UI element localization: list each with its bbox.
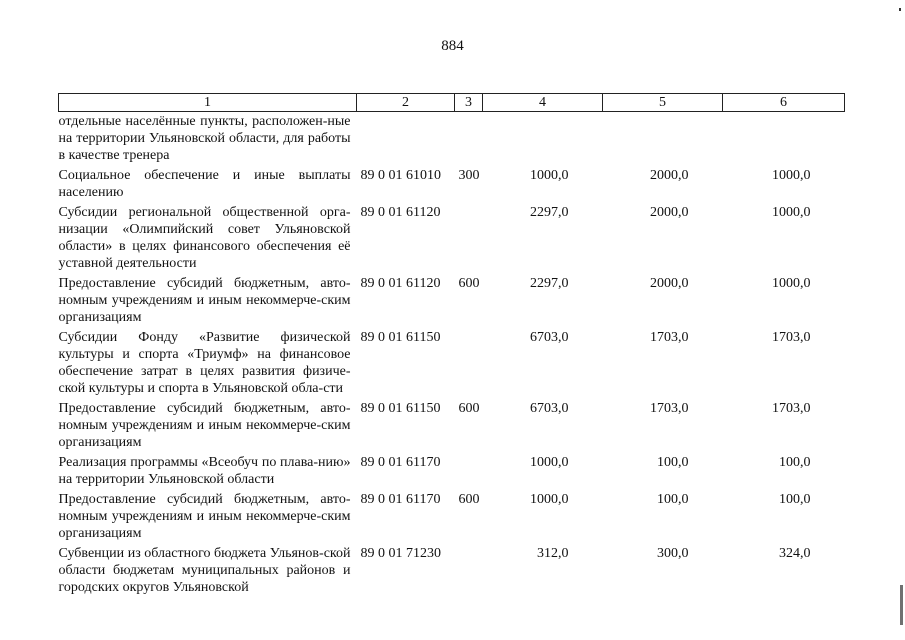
row-value-3: 1703,0 bbox=[772, 330, 811, 345]
row-type: 300 bbox=[458, 168, 480, 183]
row-value-2: 2000,0 bbox=[650, 276, 689, 291]
row-value-3: 1000,0 bbox=[772, 168, 811, 183]
row-value-2 bbox=[603, 112, 723, 166]
scan-artifact bbox=[900, 585, 903, 625]
table-row bbox=[59, 489, 845, 543]
row-name: отдельные населённые пункты, расположен-ные на территории Ульяновской области, для работы в качестве тренера bbox=[58, 114, 351, 163]
table-row bbox=[59, 543, 845, 597]
table-row bbox=[59, 398, 845, 452]
row-value-1: 312,0 bbox=[537, 546, 569, 561]
table-row bbox=[59, 165, 845, 202]
row-value-2: 1703,0 bbox=[650, 401, 689, 416]
row-type bbox=[455, 112, 483, 166]
row-value-1: 2297,0 bbox=[530, 276, 569, 291]
budget-table bbox=[58, 93, 845, 597]
table-row bbox=[59, 112, 845, 166]
row-type: 600 bbox=[458, 276, 480, 291]
row-type bbox=[455, 543, 483, 597]
row-value-1: 6703,0 bbox=[530, 330, 569, 345]
header-col-4: 4 bbox=[483, 94, 603, 112]
row-code: 89 0 01 61120 bbox=[360, 276, 441, 291]
row-name: Субвенции из областного бюджета Ульянов-ской области бюджетам муниципальных районов и городских округов Ульяновской bbox=[58, 546, 351, 595]
row-type bbox=[455, 452, 483, 489]
row-type: 600 bbox=[458, 401, 480, 416]
header-col-1: 1 bbox=[59, 94, 357, 112]
row-code: 89 0 01 71230 bbox=[360, 546, 441, 561]
row-name: Социальное обеспечение и иные выплаты населению bbox=[58, 168, 351, 200]
row-value-1: 1000,0 bbox=[530, 492, 569, 507]
row-type bbox=[455, 327, 483, 398]
row-value-2: 2000,0 bbox=[650, 168, 689, 183]
row-value-2: 1703,0 bbox=[650, 330, 689, 345]
row-value-3: 1703,0 bbox=[772, 401, 811, 416]
row-value-3: 100,0 bbox=[779, 492, 811, 507]
row-name: Предоставление субсидий бюджетным, авто-номным учреждениям и иным некоммерче-ским организациям bbox=[58, 492, 351, 541]
row-type: 600 bbox=[458, 492, 480, 507]
page-number: 884 bbox=[441, 38, 464, 54]
row-code bbox=[357, 112, 455, 166]
row-value-2: 300,0 bbox=[657, 546, 689, 561]
row-value-1: 2297,0 bbox=[530, 205, 569, 220]
row-name: Предоставление субсидий бюджетным, авто-номным учреждениям и иным некоммерче-ским организациям bbox=[58, 276, 351, 325]
table-row bbox=[59, 273, 845, 327]
header-col-6: 6 bbox=[723, 94, 845, 112]
scan-artifact bbox=[899, 8, 901, 11]
row-code: 89 0 01 61150 bbox=[360, 330, 441, 345]
row-code: 89 0 01 61010 bbox=[360, 168, 441, 183]
row-value-3: 324,0 bbox=[779, 546, 811, 561]
header-col-3: 3 bbox=[455, 94, 483, 112]
row-value-3: 1000,0 bbox=[772, 276, 811, 291]
row-value-1 bbox=[483, 112, 603, 166]
table-row bbox=[59, 327, 845, 398]
row-name: Субсидии региональной общественной орга-низации «Олимпийский совет Ульяновской области» в целях финансового обеспечения её уставной деятельности bbox=[58, 205, 351, 271]
table-row bbox=[59, 202, 845, 273]
row-value-1: 6703,0 bbox=[530, 401, 569, 416]
header-col-5: 5 bbox=[603, 94, 723, 112]
row-name: Субсидии Фонду «Развитие физической культуры и спорта «Триумф» на финансовое обеспечение затрат в целях развития физиче-ской культуры и спорта в Ульяновской обла-сти bbox=[58, 330, 351, 396]
row-value-2: 100,0 bbox=[657, 455, 689, 470]
row-code: 89 0 01 61170 bbox=[360, 492, 441, 507]
row-value-3: 1000,0 bbox=[772, 205, 811, 220]
row-name: Предоставление субсидий бюджетным, авто-номным учреждениям и иным некоммерче-ским организациям bbox=[58, 401, 351, 450]
row-value-2: 2000,0 bbox=[650, 205, 689, 220]
row-value-3 bbox=[723, 112, 845, 166]
row-name: Реализация программы «Всеобуч по плава-нию» на территории Ульяновской области bbox=[58, 455, 351, 487]
row-code: 89 0 01 61150 bbox=[360, 401, 441, 416]
row-value-2: 100,0 bbox=[657, 492, 689, 507]
row-type bbox=[455, 202, 483, 273]
table-header-row bbox=[59, 94, 845, 112]
row-code: 89 0 01 61120 bbox=[360, 205, 441, 220]
header-col-2: 2 bbox=[357, 94, 455, 112]
table-row bbox=[59, 452, 845, 489]
row-value-3: 100,0 bbox=[779, 455, 811, 470]
row-value-1: 1000,0 bbox=[530, 455, 569, 470]
row-code: 89 0 01 61170 bbox=[360, 455, 441, 470]
row-value-1: 1000,0 bbox=[530, 168, 569, 183]
